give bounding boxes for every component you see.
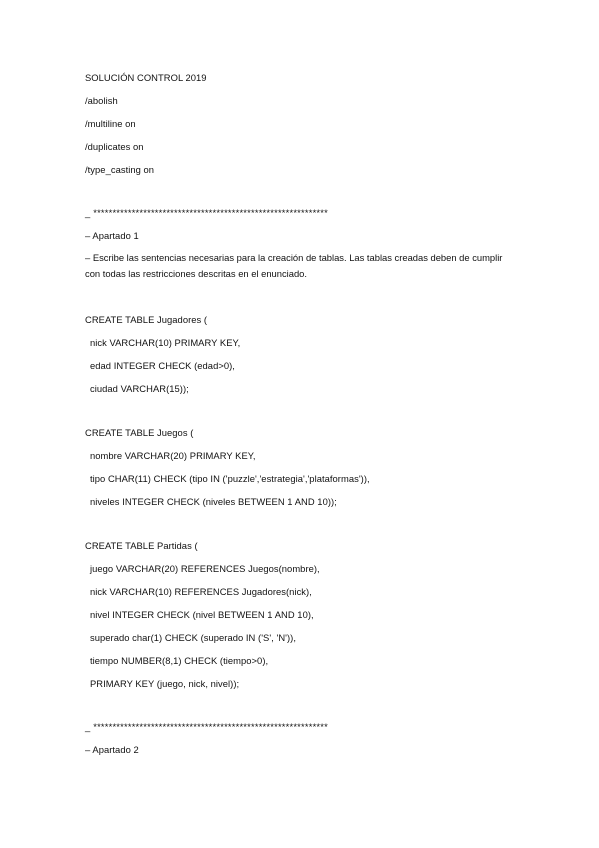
setting-duplicates: /duplicates on — [85, 141, 144, 152]
separator-line: _ ************************************************************* — [85, 721, 328, 732]
setting-multiline: /multiline on — [85, 118, 136, 129]
document-title: SOLUCIÓN CONTROL 2019 — [85, 72, 207, 83]
jugadores-column-line: edad INTEGER CHECK (edad>0), — [90, 360, 235, 371]
section1-statement: – Escribe las sentencias necesarias para la creación de tablas. Las tablas creadas deben de cumplir con todas las restricciones descritas en el enunciado. — [85, 252, 503, 279]
setting-type-casting: /type_casting on — [85, 164, 155, 175]
jugadores-create-line: CREATE TABLE Jugadores ( — [85, 314, 208, 325]
partidas-create-line: CREATE TABLE Partidas ( — [85, 540, 198, 551]
separator-line: _ ************************************************************* — [85, 207, 328, 218]
section2-heading: – Apartado 2 — [85, 744, 139, 755]
section1-heading: – Apartado 1 — [85, 230, 139, 241]
setting-abolish: /abolish — [85, 95, 118, 106]
partidas-column-line: juego VARCHAR(20) REFERENCES Juegos(nombre), — [90, 563, 320, 574]
partidas-column-line: superado char(1) CHECK (superado IN ('S', 'N')), — [90, 632, 296, 643]
juegos-column-line: niveles INTEGER CHECK (niveles BETWEEN 1 AND 10)); — [90, 496, 337, 507]
partidas-column-line: nivel INTEGER CHECK (nivel BETWEEN 1 AND 10), — [90, 609, 314, 620]
juegos-column-line: tipo CHAR(11) CHECK (tipo IN ('puzzle','estrategia','plataformas')), — [90, 473, 370, 484]
jugadores-column-line: ciudad VARCHAR(15)); — [90, 383, 189, 394]
jugadores-column-line: nick VARCHAR(10) PRIMARY KEY, — [90, 337, 241, 348]
partidas-column-line: nick VARCHAR(10) REFERENCES Jugadores(nick), — [90, 586, 312, 597]
juegos-column-line: nombre VARCHAR(20) PRIMARY KEY, — [90, 450, 256, 461]
partidas-primary-key-line: PRIMARY KEY (juego, nick, nivel)); — [90, 678, 240, 689]
partidas-column-line: tiempo NUMBER(8,1) CHECK (tiempo>0), — [90, 655, 269, 666]
juegos-create-line: CREATE TABLE Juegos ( — [85, 427, 194, 438]
